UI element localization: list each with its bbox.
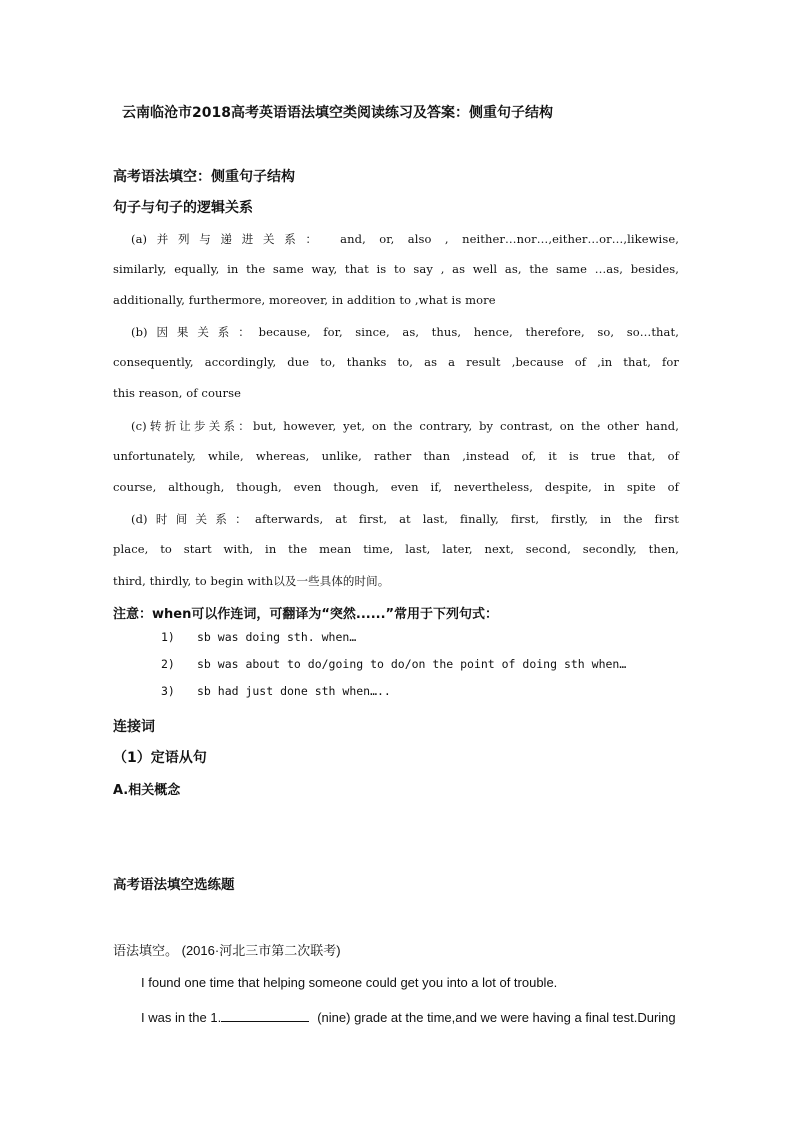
list-item-text: sb was about to do/going to do/on the point of doing sth when… xyxy=(197,657,627,671)
para-b-line-2: consequently, accordingly, due to, thanks to, as a result ,because of ,in that, for xyxy=(113,355,679,369)
answer-blank-1[interactable] xyxy=(221,1009,309,1022)
exercise-label: 语法填空。 (2016·河北三市第二次联考) xyxy=(113,943,341,958)
section-heading-conjunctions: 连接词 xyxy=(113,719,155,735)
section-heading-practice: 高考语法填空选练题 xyxy=(113,877,235,893)
para-a-line-2: similarly, equally, in the same way, that is to say , as well as, the same …as, besides, xyxy=(113,262,679,276)
list-item-number: 1) xyxy=(161,630,175,644)
story-line-2-pre: I was in the 1. xyxy=(141,1010,222,1025)
list-item xyxy=(161,657,681,673)
para-b-line-3: this reason, of course xyxy=(113,386,241,400)
para-a-line-3: additionally, furthermore, moreover, in addition to ,what is more xyxy=(113,293,496,307)
para-d-line-1: (d)时间关系：afterwards, at first, at last, finally, first, firstly, in the first xyxy=(131,512,679,526)
para-d-line-3: third, thirdly, to begin with以及一些具体的时间。 xyxy=(113,574,390,588)
note-when-conjunction: 注意：when可以作连词，可翻译为“突然......”常用于下列句式： xyxy=(113,607,499,622)
section-heading-sentence-structure: 高考语法填空：侧重句子结构 xyxy=(113,169,295,185)
para-d-line-2: place, to start with, in the mean time, last, later, next, second, secondly, then, xyxy=(113,542,679,556)
section-heading-logic-relations: 句子与句子的逻辑关系 xyxy=(113,200,253,216)
para-c-line-3: course, although, though, even though, even if, nevertheless, despite, in spite of xyxy=(113,480,679,494)
document-title: 云南临沧市2018高考英语语法填空类阅读练习及答案：侧重句子结构 xyxy=(122,105,553,121)
para-c-line-2: unfortunately, while, whereas, unlike, rather than ,instead of, it is true that, of xyxy=(113,449,679,463)
para-c-line-1: (c)转折让步关系：but, however, yet, on the contrary, by contrast, on the other hand, xyxy=(131,419,679,433)
section-heading-related-concepts: A.相关概念 xyxy=(113,783,181,798)
list-item-number: 2) xyxy=(161,657,175,671)
para-b-line-1: (b)因果关系：because, for, since, as, thus, hence, therefore, so, so…that, xyxy=(131,325,679,339)
list-item-text: sb had just done sth when….. xyxy=(197,684,391,698)
story-line-1: I found one time that helping someone could get you into a lot of trouble. xyxy=(141,975,558,990)
list-item xyxy=(161,684,681,700)
story-line-2-post: (nine) grade at the time,and we were having a final test.During xyxy=(317,1010,676,1025)
list-item-number: 3) xyxy=(161,684,175,698)
list-item xyxy=(161,630,681,646)
para-a-line-1: (a)并列与递进关系： and, or, also , neither…nor…,either…or…,likewise, xyxy=(131,232,679,246)
story-line-2 xyxy=(141,1009,676,1025)
section-heading-attributive-clause: （1）定语从句 xyxy=(113,750,207,766)
list-item-text: sb was doing sth. when… xyxy=(197,630,357,644)
